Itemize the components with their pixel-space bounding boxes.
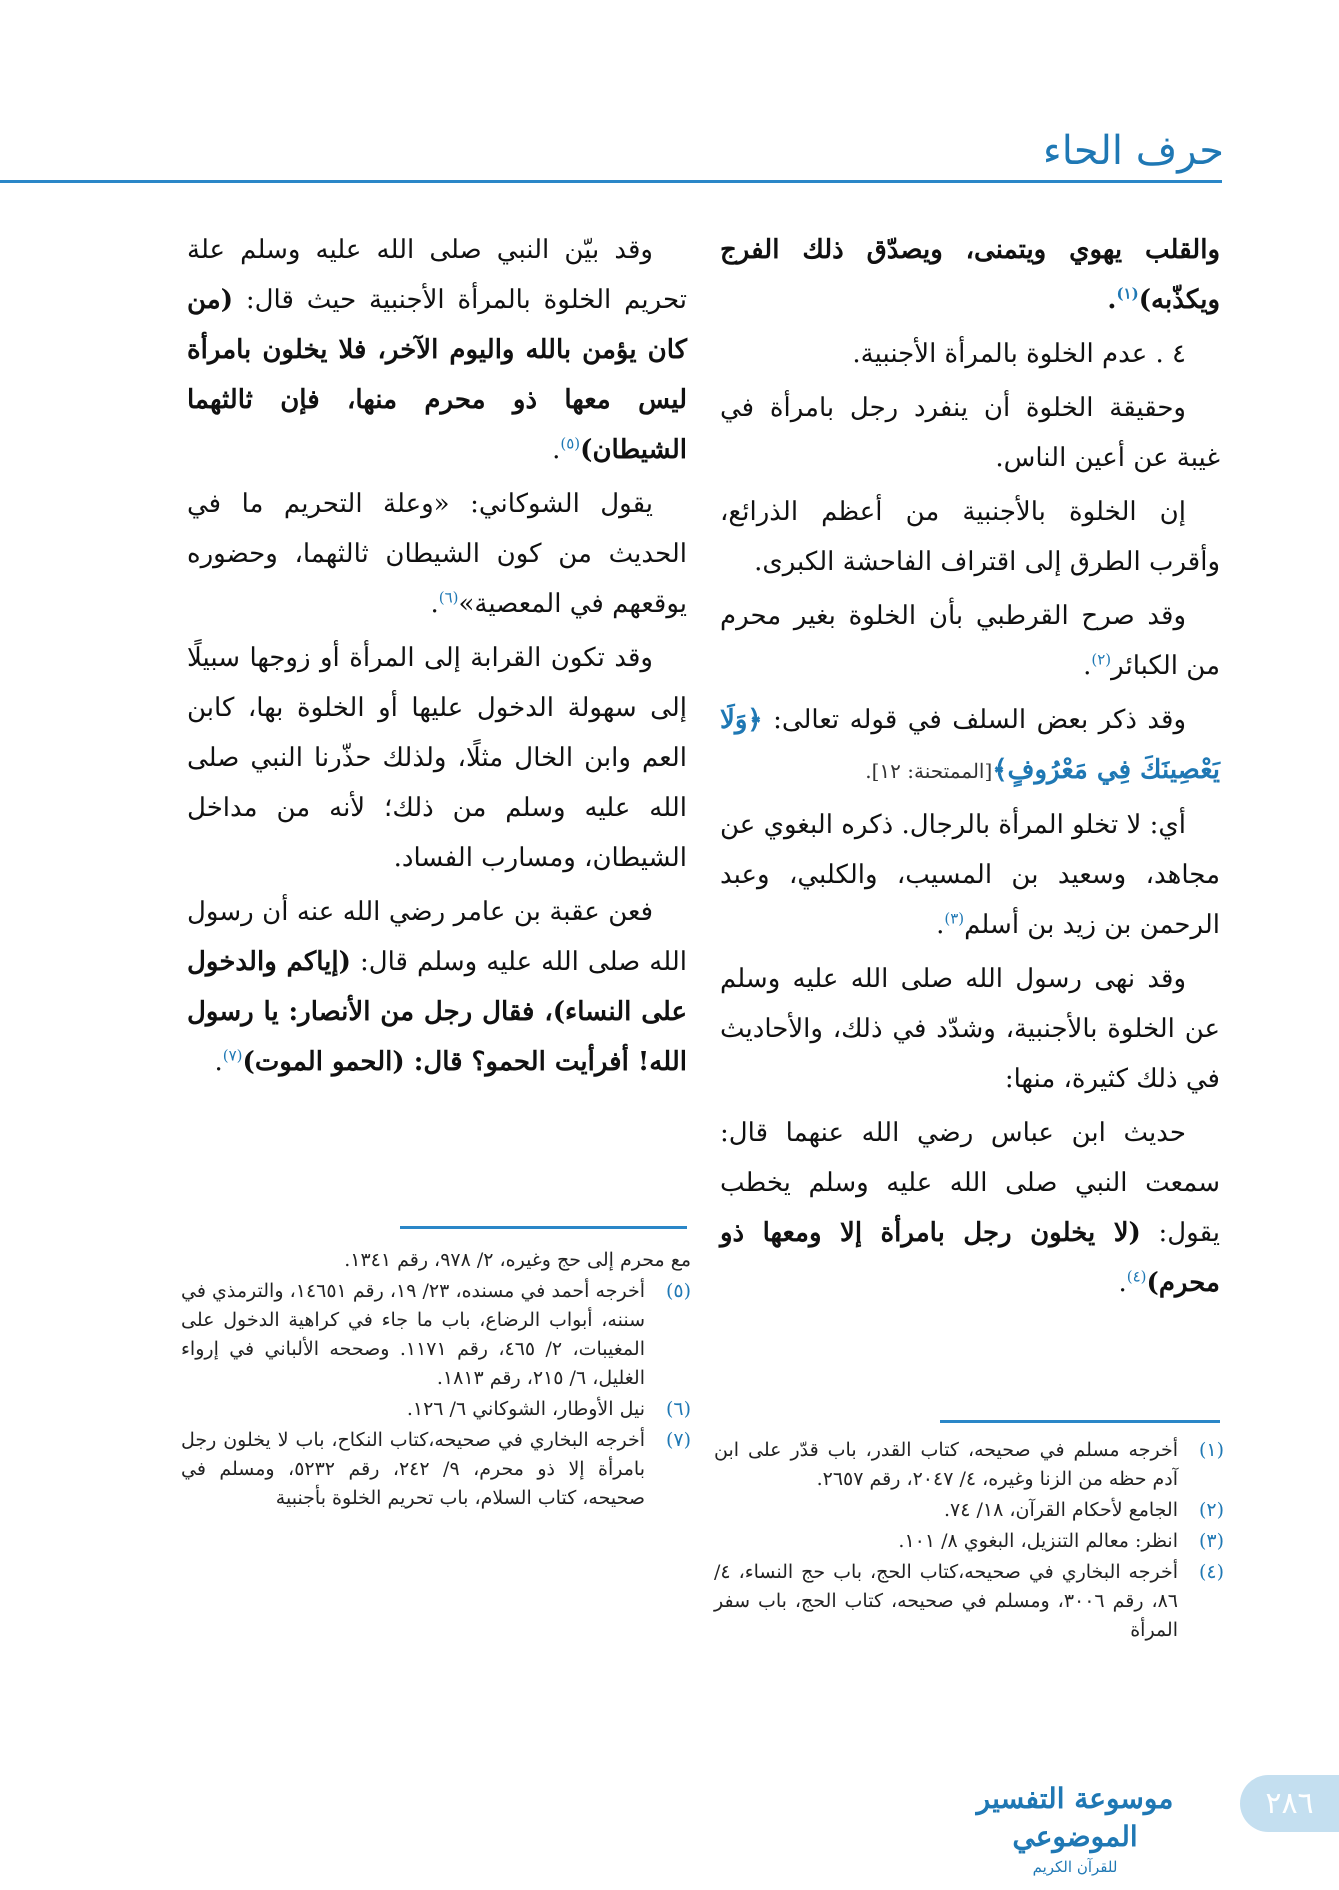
paragraph: إن الخلوة بالأجنبية من أعظم الذرائع، وأقرب الطرق إلى اقتراف الفاحشة الكبرى. [720,497,1220,577]
footnote-text: انظر: معالم التنزيل، البغوي ٨/ ١٠١. [898,1530,1178,1552]
paragraph: وقد نهى رسول الله صلى الله عليه وسلم عن الخلوة بالأجنبية، وشدّد في ذلك، والأحاديث في ذلك كثيرة، منها: [720,964,1220,1094]
footnote-text: نيل الأوطار، الشوكاني ٦/ ١٢٦. [406,1398,645,1420]
footnote [714,1527,1224,1556]
hadith-quote: (من كان يؤمن بالله واليوم الآخر، فلا يخلون بامرأة ليس معها ذو محرم منها، فإن ثالثهما الشيطان) [187,285,687,465]
header-divider [0,180,1222,183]
footnote-text: الجامع لأحكام القرآن، ١٨/ ٧٤. [943,1499,1178,1521]
footnote-divider [400,1226,687,1229]
footnote-continuation: مع محرم إلى حج وغيره، ٢/ ٩٧٨، رقم ١٣٤١. [344,1249,691,1271]
footnote [181,1277,691,1393]
footnote-divider [940,1420,1220,1423]
footnote-number: (٣) [1198,1530,1224,1552]
quran-verse: ﴿وَلَا يَعْصِينَكَ فِي مَعْرُوفٍ﴾ [720,705,1220,785]
right-column [720,225,1220,1312]
hadith-quote: (لا يخلون رجل بامرأة إلا ومعها ذو محرم) [720,1218,1220,1298]
paragraph: وقد ذكر بعض السلف في قوله تعالى: ﴿وَلَا يَعْصِينَكَ فِي مَعْرُوفٍ﴾[الممتحنة: ١٢]. [720,705,1220,785]
footnote-marker[interactable]: (٢) [1091,650,1112,669]
footnote-marker[interactable]: (١) [1116,284,1139,303]
paragraph: وقد تكون القرابة إلى المرأة أو زوجها سبيلًا إلى سهولة الدخول عليها أو الخلوة بها، كابن العم وابن الخال مثلًا، ولذلك حذّرنا النبي صلى الله عليه وسلم من ذلك؛ لأنه من مداخل الشيطان، ومسارب الفساد. [187,643,687,873]
logo-subtitle: للقرآن الكريم [1032,1858,1118,1876]
footnote-text: أخرجه أحمد في مسنده، ٢٣/ ١٩، رقم ١٤٦٥١، والترمذي في سننه، أبواب الرضاع، باب ما جاء في كراهية الدخول على المغيبات، ٢/ ٤٦٥، رقم ١١٧١. وصححه الألباني في إرواء الغليل، ٦/ ٢١٥، رقم ١٨١٣. [181,1280,645,1389]
footnote [714,1436,1224,1494]
footnote-number: (٤) [1198,1561,1224,1583]
footnote-number: (٥) [665,1280,691,1302]
footnote-text: أخرجه البخاري في صحيحه،كتاب النكاح، باب لا يخلون رجل بامرأة إلا ذو محرم، ٩/ ٢٤٢، رقم ٥٢٣٢، ومسلم في صحيحه، كتاب السلام، باب تحريم الخلوة بأجنبية [181,1429,645,1509]
footnote-marker[interactable]: (٣) [944,909,965,928]
paragraph: أي: لا تخلو المرأة بالرجال. ذكره البغوي عن مجاهد، وسعيد بن المسيب، والكلبي، وعبد الرحمن بن زيد بن أسلم$^{(٣)}$. [720,810,1220,940]
footnote [181,1426,691,1513]
footnote-number: (١) [1198,1439,1224,1461]
footnotes-left [181,1246,691,1515]
quran-reference: [الممتحنة: ١٢]. [865,759,993,783]
footnotes-right [714,1436,1224,1647]
footnote [714,1558,1224,1645]
page-number-badge: ٢٨٦ [1240,1775,1339,1832]
paragraph: يقول الشوكاني: «وعلة التحريم ما في الحديث من كون الشيطان ثالثهما، وحضوره يوقعهم في المعصية»$^{(٦)}$. [187,489,687,619]
footnote-text: أخرجه البخاري في صحيحه،كتاب الحج، باب حج النساء، ٤/ ٨٦، رقم ٣٠٠٦، ومسلم في صحيحه، كتاب الحج، باب سفر المرأة [714,1561,1178,1641]
logo-title: موسوعة التفسير الموضوعي [976,1782,1174,1853]
paragraph: حديث ابن عباس رضي الله عنهما قال: سمعت النبي صلى الله عليه وسلم يخطب يقول: (لا يخلون رجل بامرأة إلا ومعها ذو محرم)$^{(٤)}$. [720,1118,1220,1298]
paragraph: والقلب يهوي ويتمنى، ويصدّق ذلك الفرج ويكذّبه)$^{(١)}$. [720,235,1220,315]
footnote-number: (٢) [1198,1499,1224,1521]
paragraph: وقد بيّن النبي صلى الله عليه وسلم علة تحريم الخلوة بالمرأة الأجنبية حيث قال: (من كان يؤمن بالله واليوم الآخر، فلا يخلون بامرأة ليس معها ذو محرم منها، فإن ثالثهما الشيطان)$^{(٥)}$. [187,235,687,465]
footnote-marker[interactable]: (٧) [222,1046,243,1065]
page-header-title: حرف الحاء [1042,128,1224,174]
footnote-number: (٧) [665,1429,691,1451]
paragraph: وحقيقة الخلوة أن ينفرد رجل بامرأة في غيبة عن أعين الناس. [720,393,1220,473]
left-column [187,225,687,1091]
section-heading: ٤ . عدم الخلوة بالمرأة الأجنبية. [852,339,1186,369]
footnote-marker[interactable]: (٥) [560,434,581,453]
footnote [181,1395,691,1424]
footnote-text: أخرجه مسلم في صحيحه، كتاب القدر، باب قدّر على ابن آدم حظه من الزنا وغيره، ٤/ ٢٠٤٧، رقم ٢٦٥٧. [714,1439,1178,1490]
footnote-marker[interactable]: (٦) [438,588,459,607]
paragraph: وقد صرح القرطبي بأن الخلوة بغير محرم من الكبائر$^{(٢)}$. [720,601,1220,681]
footnote [714,1496,1224,1525]
hadith-quote: (إياكم والدخول على النساء)، فقال رجل من الأنصار: يا رسول الله! أفرأيت الحمو؟ قال: (الحمو الموت) [187,947,687,1077]
paragraph: فعن عقبة بن عامر رضي الله عنه أن رسول الله صلى الله عليه وسلم قال: (إياكم والدخول على النساء)، فقال رجل من الأنصار: يا رسول الله! أفرأيت الحمو؟ قال: (الحمو الموت)$^{(٧)}$. [187,897,687,1077]
footnote-number: (٦) [665,1398,691,1420]
encyclopedia-logo [960,1780,1190,1876]
footnote-marker[interactable]: (٤) [1126,1267,1147,1286]
